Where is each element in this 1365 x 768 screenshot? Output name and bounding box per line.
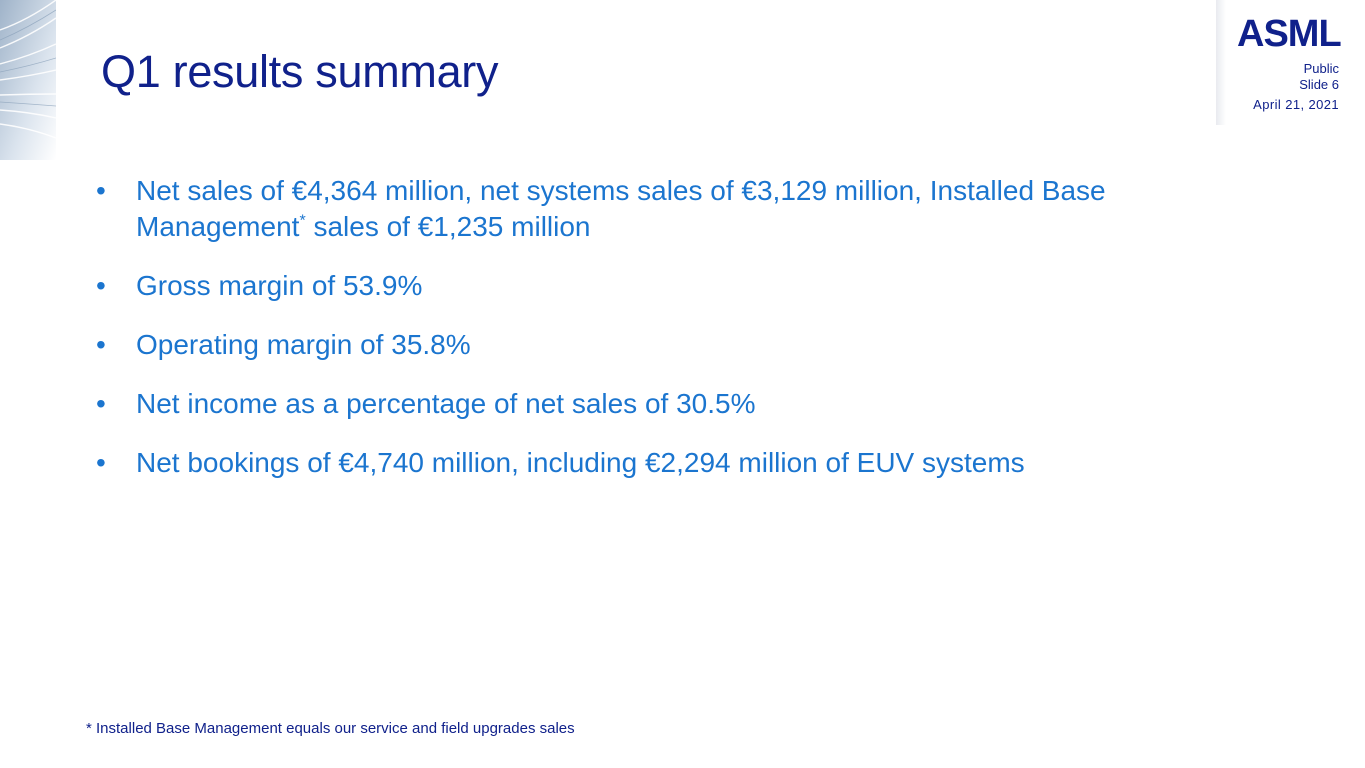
slide-title: Q1 results summary [101,46,499,97]
bullet-list [96,173,1216,504]
classification-label: Public [1303,61,1339,76]
bullet-dot: • [96,447,106,478]
bullet-item [96,327,1216,363]
slide-number: Slide 6 [1299,77,1339,92]
bullet-item [96,268,1216,304]
bullet-text: Net sales of €4,364 million, net systems sales of €3,129 million, Installed Base Management [136,175,1106,242]
bullet-text: Operating margin of 35.8% [136,329,471,360]
slide-date: April 21, 2021 [1253,97,1339,112]
bullet-text: Net income as a percentage of net sales of 30.5% [136,388,756,419]
bullet-item [96,445,1216,481]
bullet-dot: • [96,388,106,419]
slide-meta [1253,61,1339,113]
bullet-dot: • [96,175,106,206]
corner-decoration [0,0,56,160]
bullet-dot: • [96,329,106,360]
bullet-item [96,173,1216,245]
bullet-item [96,386,1216,422]
bullet-dot: • [96,270,106,301]
logo-text: ASML [1237,14,1341,50]
asml-logo [1237,14,1349,55]
bullet-text: Gross margin of 53.9% [136,270,423,301]
header-panel [1216,0,1365,125]
bullet-text-continued: sales of €1,235 million [305,211,591,242]
bullet-text: Net bookings of €4,740 million, including €2,294 million of EUV systems [136,447,1025,478]
footnote-marker: * [299,212,306,230]
footnote: * Installed Base Management equals our service and field upgrades sales [86,720,575,737]
